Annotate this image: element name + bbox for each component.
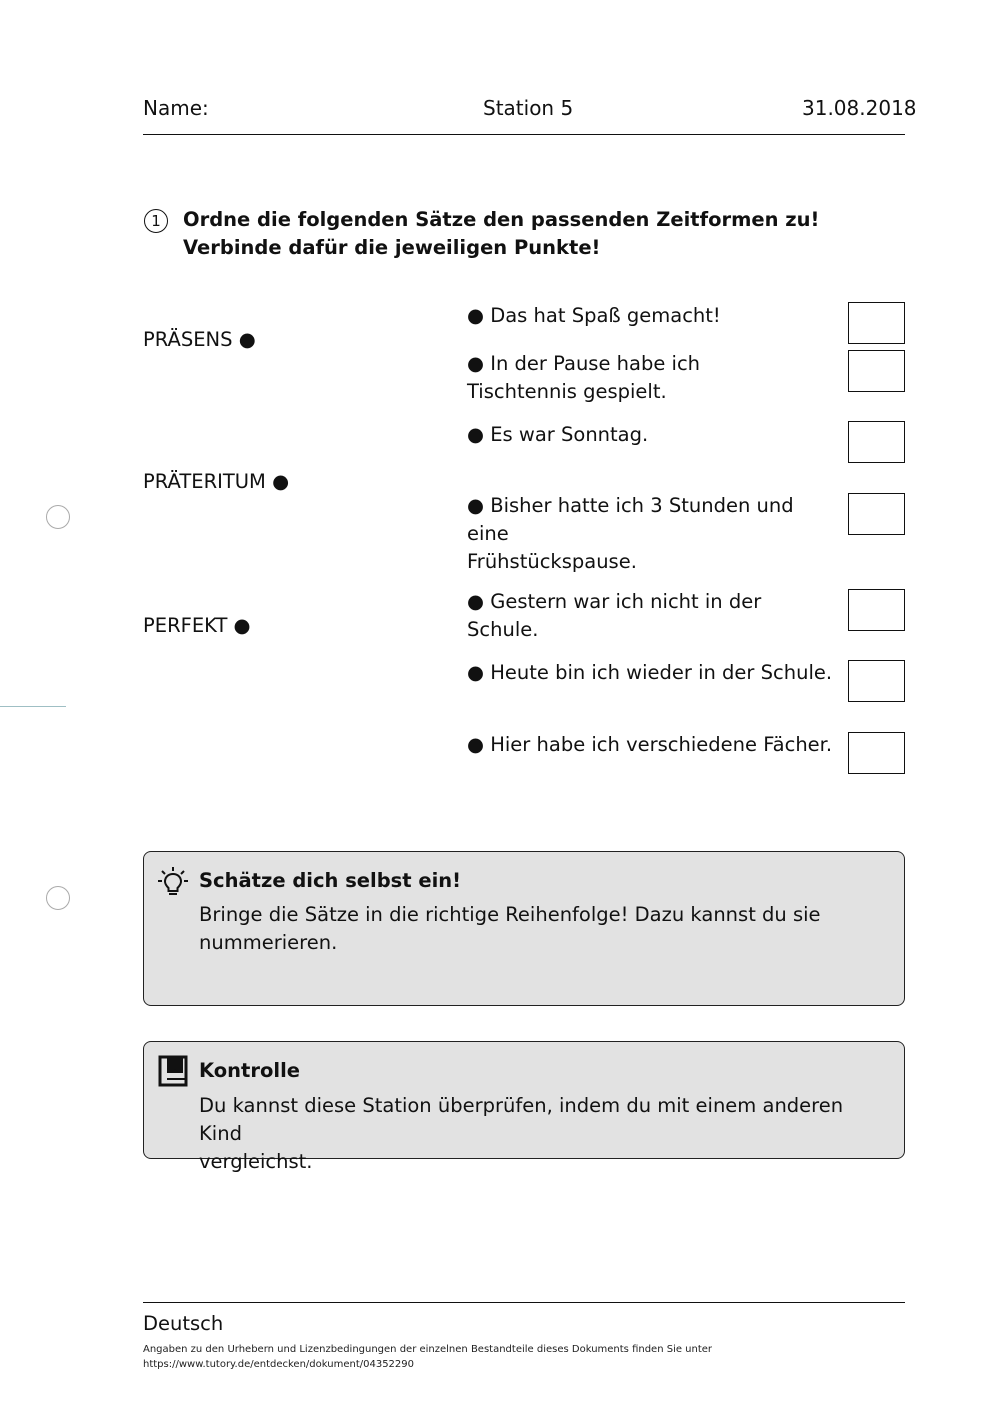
punch-hole-bottom bbox=[46, 886, 70, 910]
self-check-title: Schätze dich selbst ein! bbox=[199, 869, 462, 892]
control-panel bbox=[143, 1041, 905, 1173]
task-instruction: Ordne die folgenden Sätze den passenden Zeitformen zu! Verbinde dafür die jeweiligen Punkte! bbox=[183, 208, 820, 259]
sentence-item[interactable] bbox=[467, 659, 837, 687]
license-text: Angaben zu den Urhebern und Lizenzbedingungen der einzelnen Bestandteile dieses Dokuments finden Sie unter bbox=[143, 1344, 713, 1355]
header-divider bbox=[143, 134, 905, 135]
sentence-item[interactable] bbox=[467, 421, 837, 449]
sentence-line: ● Heute bin ich wieder in der Schule. bbox=[467, 661, 833, 684]
sentence-line: ● Gestern war ich nicht in der Schule. bbox=[467, 590, 762, 641]
self-check-text bbox=[199, 901, 879, 957]
name-label: Name: bbox=[143, 96, 209, 120]
control-title: Kontrolle bbox=[199, 1059, 300, 1082]
answer-box[interactable] bbox=[848, 589, 905, 631]
license-link[interactable]: https://www.tutory.de/entdecken/dokument/04352290 bbox=[143, 1359, 415, 1370]
sentence-item[interactable] bbox=[467, 492, 837, 576]
tense-praesens[interactable]: PRÄSENS ● bbox=[143, 328, 256, 351]
answer-box[interactable] bbox=[848, 421, 905, 463]
fold-mark bbox=[0, 706, 66, 707]
sentence-line: ● In der Pause habe ich bbox=[467, 352, 701, 375]
sentence-item[interactable] bbox=[467, 350, 837, 406]
sentence-line: Tischtennis gespielt. bbox=[467, 380, 667, 403]
self-check-text-line: nummerieren. bbox=[199, 931, 338, 954]
answer-box[interactable] bbox=[848, 302, 905, 344]
answer-box[interactable] bbox=[848, 660, 905, 702]
tense-perfekt[interactable]: PERFEKT ● bbox=[143, 614, 251, 637]
sentence-item[interactable] bbox=[467, 731, 837, 759]
control-text-line: vergleichst. bbox=[199, 1150, 313, 1173]
answer-box[interactable] bbox=[848, 350, 905, 392]
punch-hole-top bbox=[46, 505, 70, 529]
control-text bbox=[199, 1092, 879, 1176]
task-number: 1 bbox=[144, 209, 168, 233]
tense-praeteritum[interactable]: PRÄTERITUM ● bbox=[143, 470, 290, 493]
answer-box[interactable] bbox=[848, 493, 905, 535]
answer-box[interactable] bbox=[848, 732, 905, 774]
sentence-line: ● Es war Sonntag. bbox=[467, 423, 649, 446]
date: 31.08.2018 bbox=[802, 96, 917, 120]
sentence-item[interactable] bbox=[467, 588, 837, 644]
station-title: Station 5 bbox=[483, 96, 574, 120]
footer-subject: Deutsch bbox=[143, 1312, 224, 1335]
sentence-line: ● Das hat Spaß gemacht! bbox=[467, 304, 721, 327]
control-text-line: Du kannst diese Station überprüfen, indem du mit einem anderen Kind bbox=[199, 1094, 844, 1145]
book-icon bbox=[158, 1055, 188, 1091]
footer-divider bbox=[143, 1302, 905, 1303]
sentence-item[interactable] bbox=[467, 302, 837, 330]
sentence-line: ● Hier habe ich verschiedene Fächer. bbox=[467, 733, 833, 756]
lightbulb-icon bbox=[158, 866, 188, 902]
self-check-panel bbox=[143, 851, 905, 1006]
sentence-line: Frühstückspause. bbox=[467, 550, 637, 573]
sentence-line: ● Bisher hatte ich 3 Stunden und eine bbox=[467, 494, 794, 545]
self-check-text-line: Bringe die Sätze in die richtige Reihenfolge! Dazu kannst du sie bbox=[199, 903, 821, 926]
